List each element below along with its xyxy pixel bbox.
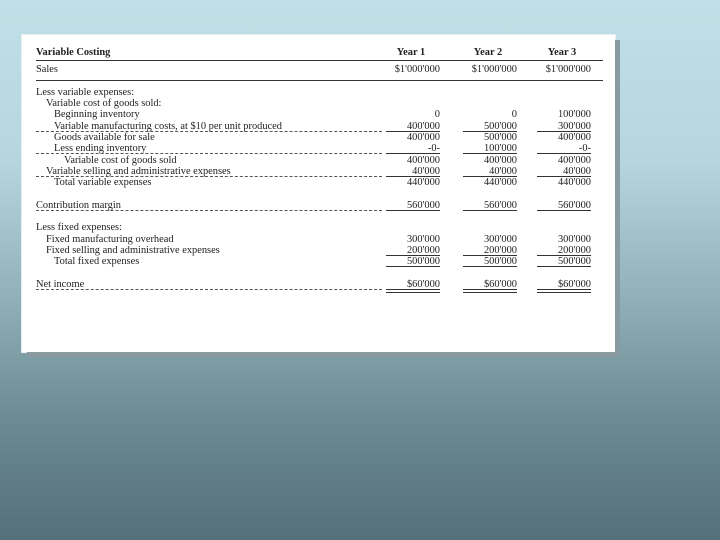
total-fixed-year-1: 500'000 bbox=[406, 256, 440, 268]
less-variable-header-row bbox=[36, 87, 603, 98]
contribution-margin-year-3: 560'000 bbox=[557, 199, 591, 211]
variable-selling-year-1: 40'000 bbox=[412, 165, 440, 177]
total-fixed-year-3: 500'000 bbox=[557, 256, 591, 268]
sales-year-2: $1'000'000 bbox=[471, 64, 517, 76]
variable-cogs-label: Variable cost of goods sold bbox=[64, 154, 177, 166]
fixed-manufacturing-year-3: 300'000 bbox=[557, 233, 591, 245]
less-ending-year-1: -0- bbox=[427, 143, 440, 155]
net-income-year-3: $60'000 bbox=[557, 278, 591, 290]
sales-year-3: $1'000'000 bbox=[545, 64, 591, 76]
variable-manufacturing-year-1: 400'000 bbox=[406, 120, 440, 132]
total-fixed-year-2: 500'000 bbox=[483, 256, 517, 268]
variable-manufacturing-row bbox=[36, 121, 603, 132]
sales-year-1: $1'000'000 bbox=[394, 64, 440, 76]
total-fixed-row bbox=[36, 256, 603, 267]
fixed-manufacturing-year-2: 300'000 bbox=[483, 233, 517, 245]
fixed-manufacturing-row bbox=[36, 234, 603, 245]
vcogs-header-row bbox=[36, 98, 603, 109]
net-income-label: Net income bbox=[36, 278, 85, 290]
variable-manufacturing-year-3: 300'000 bbox=[557, 120, 591, 132]
goods-available-year-1: 400'000 bbox=[406, 132, 440, 144]
total-variable-year-3: 440'000 bbox=[557, 177, 591, 189]
net-income-year-2: $60'000 bbox=[483, 278, 517, 290]
sales-row bbox=[36, 64, 603, 75]
total-variable-year-1: 440'000 bbox=[406, 177, 440, 189]
beginning-inventory-year-3: 100'000 bbox=[557, 109, 591, 121]
net-income-year-1: $60'000 bbox=[406, 278, 440, 290]
variable-manufacturing-year-2: 500'000 bbox=[483, 120, 517, 132]
fixed-manufacturing-label: Fixed manufacturing overhead bbox=[46, 233, 174, 245]
total-fixed-label: Total fixed expenses bbox=[54, 256, 140, 268]
variable-manufacturing-label: Variable manufacturing costs, at $10 per unit produced bbox=[54, 120, 282, 132]
col-header-year-1: Year 1 bbox=[396, 47, 426, 58]
fixed-manufacturing-year-1: 300'000 bbox=[406, 233, 440, 245]
variable-cogs-year-1: 400'000 bbox=[406, 154, 440, 166]
contribution-margin-label: Contribution margin bbox=[36, 199, 121, 211]
less-ending-label: Less ending inventory bbox=[54, 143, 147, 155]
fixed-selling-year-1: 200'000 bbox=[406, 245, 440, 257]
fixed-selling-year-3: 200'000 bbox=[557, 245, 591, 257]
variable-selling-row bbox=[36, 166, 603, 177]
total-variable-year-2: 440'000 bbox=[483, 177, 517, 189]
goods-available-year-3: 400'000 bbox=[557, 132, 591, 144]
net-income-row bbox=[36, 279, 603, 290]
beginning-inventory-row bbox=[36, 109, 603, 120]
beginning-inventory-label: Beginning inventory bbox=[54, 109, 140, 121]
contribution-margin-year-2: 560'000 bbox=[483, 199, 517, 211]
less-fixed-header: Less fixed expenses: bbox=[36, 222, 122, 234]
goods-available-label: Goods available for sale bbox=[54, 132, 155, 144]
income-statement bbox=[36, 47, 603, 290]
less-ending-year-2: 100'000 bbox=[483, 143, 517, 155]
less-ending-year-3: -0- bbox=[578, 143, 591, 155]
beginning-inventory-year-2: 0 bbox=[511, 109, 517, 121]
less-fixed-header-row bbox=[36, 222, 603, 233]
variable-selling-year-2: 40'000 bbox=[489, 165, 517, 177]
variable-selling-label: Variable selling and administrative expenses bbox=[46, 165, 231, 177]
header-row bbox=[36, 47, 603, 58]
goods-available-row bbox=[36, 132, 603, 143]
goods-available-year-2: 500'000 bbox=[483, 132, 517, 144]
less-variable-header: Less variable expenses: bbox=[36, 86, 135, 98]
statement-title: Variable Costing bbox=[36, 47, 111, 58]
total-variable-label: Total variable expenses bbox=[54, 177, 152, 189]
col-header-year-2: Year 2 bbox=[473, 47, 503, 58]
beginning-inventory-year-1: 0 bbox=[434, 109, 440, 121]
fixed-selling-label: Fixed selling and administrative expenses bbox=[46, 245, 220, 257]
variable-cogs-row bbox=[36, 155, 603, 166]
variable-cogs-year-3: 400'000 bbox=[557, 154, 591, 166]
vcogs-header: Variable cost of goods sold: bbox=[46, 98, 162, 110]
less-ending-row bbox=[36, 143, 603, 154]
variable-cogs-year-2: 400'000 bbox=[483, 154, 517, 166]
total-variable-row bbox=[36, 177, 603, 188]
contribution-margin-row bbox=[36, 200, 603, 211]
variable-selling-year-3: 40'000 bbox=[563, 165, 591, 177]
contribution-margin-year-1: 560'000 bbox=[406, 199, 440, 211]
fixed-selling-year-2: 200'000 bbox=[483, 245, 517, 257]
fixed-selling-row bbox=[36, 245, 603, 256]
col-header-year-3: Year 3 bbox=[547, 47, 577, 58]
statement-card bbox=[22, 35, 615, 352]
sales-label: Sales bbox=[36, 64, 58, 76]
